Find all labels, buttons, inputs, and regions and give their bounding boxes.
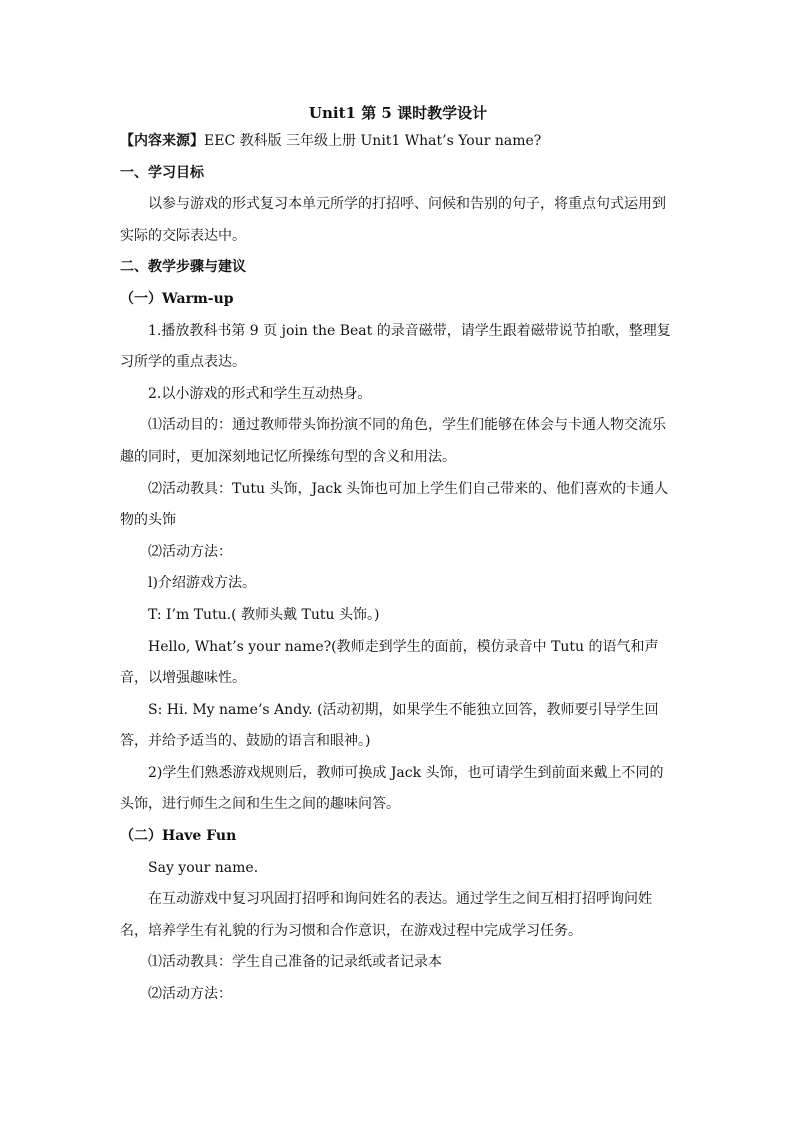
- warmup-paragraph-7: T: I’m Tutu.( 教师头戴 Tutu 头饰。): [148, 606, 380, 623]
- content-source-line: [120, 126, 676, 158]
- warmup-paragraph-10: 2)学生们熟悉游戏规则后，教师可换成 Jack 头饰，也可请学生到前面来戴上不同的头饰，进行师生之间和生生之间的趣味问答。: [120, 764, 664, 813]
- document-content: [120, 100, 676, 1011]
- warmup-paragraph-4: ⑵活动教具：Tutu 头饰，Jack 头饰也可加上学生们自己带来的、他们喜欢的卡通人物的头饰: [120, 480, 669, 529]
- warmup-paragraph-6: l)介绍游戏方法。: [148, 575, 256, 592]
- subsection-heading-warmup: （一）Warm-up: [120, 290, 234, 307]
- objectives-paragraph: 以参与游戏的形式复习本单元所学的打招呼、问候和告别的句子，将重点句式运用到实际的交际表达中。: [120, 196, 666, 244]
- warmup-paragraph-5: ⑵活动方法：: [148, 543, 232, 560]
- havefun-paragraph-2: 在互动游戏中复习巩固打招呼和询问姓名的表达。通过学生之间互相打招呼询问姓名，培养学生有礼貌的行为习惯和合作意识，在游戏过程中完成学习任务。: [120, 891, 652, 939]
- warmup-paragraph-3: ⑴活动目的：通过教师带头饰扮演不同的角色，学生们能够在体会与卡通人物交流乐趣的同时，更加深刻地记忆所操练句型的含义和用法。: [120, 417, 666, 465]
- section-heading-steps: 二、教学步骤与建议: [120, 259, 246, 276]
- content-source-tag: 【内容来源】: [120, 133, 204, 149]
- subsection-heading-havefun: （二）Have Fun: [120, 828, 237, 845]
- havefun-paragraph-3: ⑴活动教具：学生自己准备的记录纸或者记录本: [148, 954, 442, 971]
- content-source-text: EEC 教科版 三年级上册 Unit1 What’s Your name?: [204, 133, 542, 149]
- warmup-paragraph-1: 1.播放教科书第 9 页 join the Beat 的录音磁带，请学生跟着磁带说节拍歌，整理复习所学的重点表达。: [120, 322, 671, 371]
- havefun-paragraph-4: ⑵活动方法：: [148, 986, 232, 1003]
- havefun-paragraph-1: Say your name.: [148, 859, 259, 876]
- section-heading-objectives: 一、学习目标: [120, 164, 204, 181]
- warmup-paragraph-9: S: Hi. My name’s Andy. (活动初期，如果学生不能独立回答，教师要引导学生回答，并给予适当的、鼓励的语言和眼神。): [120, 701, 659, 750]
- warmup-paragraph-2: 2.以小游戏的形式和学生互动热身。: [148, 385, 372, 402]
- document-title: Unit1 第 5 课时教学设计: [308, 104, 488, 122]
- warmup-paragraph-8: Hello, What’s your name?(教师走到学生的面前，模仿录音中 Tutu 的语气和声音，以增强趣味性。: [120, 638, 659, 687]
